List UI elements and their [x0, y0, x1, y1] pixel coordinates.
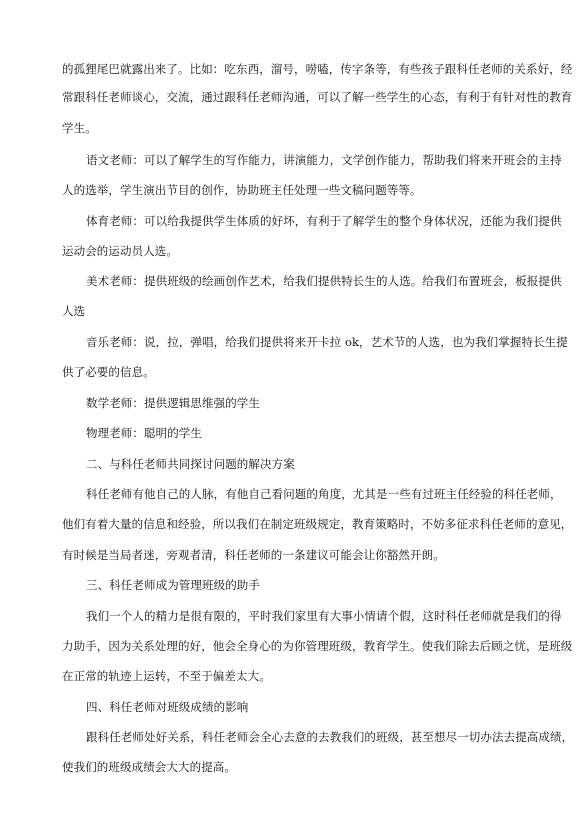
- paragraph-line: 力助手，因为关系处理的好，他会全身心的为你管理班级，教育学生。使我们除去后顾之忧，是班级: [62, 639, 573, 653]
- paragraph-line: 音乐老师：说，拉，弹唱，给我们提供将来开卡拉 ok，艺术节的人选，也为我们掌握特长生提: [86, 335, 568, 349]
- section-heading: 四、科任老师对班级成绩的影响: [86, 700, 249, 714]
- paragraph-line: 常跟科任老师谈心，交流，通过跟科任老师沟通，可以了解一些学生的心态，有利于有针对性的教育: [62, 90, 573, 104]
- paragraph-line: 的孤狸尾巴就露出来了。比如：吃东西，溜号，唠嗑，传字条等，有些孩子跟科任老师的关系好，经: [62, 62, 573, 76]
- paragraph-line: 在正常的轨迹上运转，不至于偏差太大。: [62, 669, 271, 683]
- paragraph-line: 运动会的运动员人选。: [62, 244, 178, 258]
- paragraph-line: 有时候是当局者迷，旁观者清，科任老师的一条建议可能会让你豁然开朗。: [62, 548, 445, 562]
- paragraph-line: 他们有着大量的信息和经验，所以我们在制定班级规定，教育策略时，不妨多征求科任老师的意见，: [62, 517, 573, 531]
- paragraph-line: 美术老师：提供班级的绘画创作艺术，给我们提供特长生的人选。给我们布置班会，板报提供: [86, 274, 562, 288]
- paragraph-line: 体育老师：可以给我提供学生体质的好坏，有利于了解学生的整个身体状况，还能为我们提供: [86, 214, 562, 228]
- paragraph-line: 供了必要的信息。: [62, 365, 155, 379]
- paragraph-line: 物理老师：聪明的学生: [86, 426, 202, 440]
- section-heading: 二、与科任老师共同探讨问题的解决方案: [86, 457, 295, 471]
- paragraph-line: 科任老师有他自己的人脉，有他自己看问题的角度，尤其是一些有过班主任经验的科任老师，: [86, 487, 562, 501]
- paragraph-line: 人选: [62, 304, 86, 318]
- paragraph-line: 数学老师：提供逻辑思维强的学生: [86, 396, 260, 410]
- paragraph-line: 人的选举，学生演出节目的创作，协助班主任处理一些文稿问题等等。: [62, 183, 422, 197]
- paragraph-line: 学生。: [62, 121, 97, 135]
- paragraph-line: 使我们的班级成绩会大大的提高。: [62, 760, 236, 774]
- paragraph-line: 语文老师：可以了解学生的写作能力，讲演能力，文学创作能力，帮助我们将来开班会的主持: [86, 153, 562, 167]
- paragraph-line: 我们一个人的精力是很有限的，平时我们家里有大事小情请个假，这时科任老师就是我们的得: [86, 609, 562, 623]
- section-heading: 三、科任老师成为管理班级的助手: [86, 578, 260, 592]
- paragraph-line: 跟科任老师处好关系，科任老师会全心去意的去教我们的班级，甚至想尽一切办法去提高成绩，: [86, 730, 574, 744]
